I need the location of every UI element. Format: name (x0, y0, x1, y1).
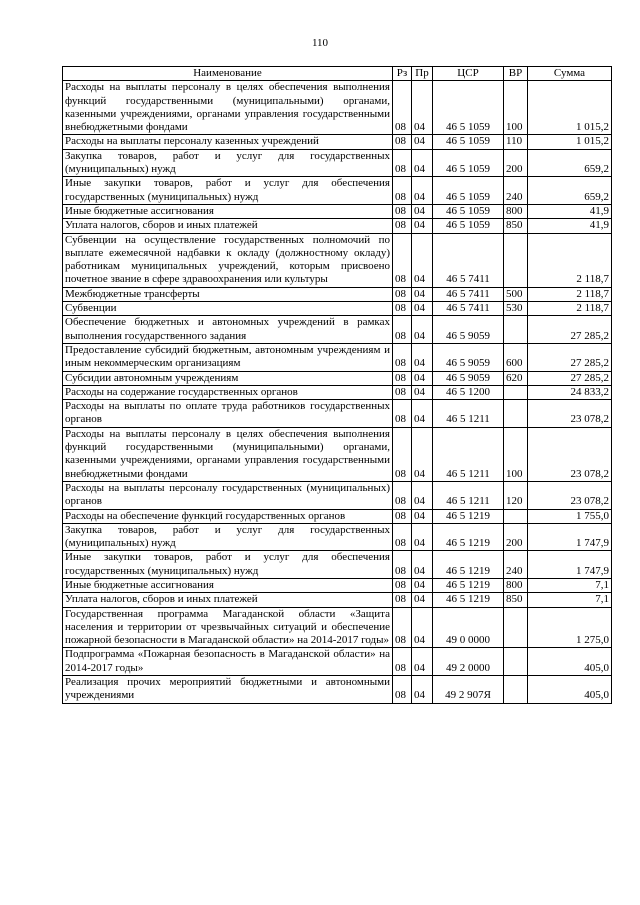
cell-rz: 08 (393, 149, 412, 177)
cell-name: Реализация прочих мероприятий бюджетными и автономными учреждениями (63, 676, 393, 704)
cell-vr (504, 233, 528, 287)
cell-csr: 46 5 1059 (433, 81, 504, 135)
cell-name: Субсидии автономным учреждениям (63, 371, 393, 385)
table-row (63, 302, 612, 316)
table-row (63, 523, 612, 551)
cell-pr: 04 (412, 204, 433, 218)
cell-name: Расходы на содержание государственных органов (63, 385, 393, 399)
cell-rz: 08 (393, 427, 412, 481)
cell-rz: 08 (393, 551, 412, 579)
cell-name: Расходы на выплаты по оплате труда работников государственных органов (63, 400, 393, 428)
cell-vr: 100 (504, 427, 528, 481)
cell-sum: 1 015,2 (528, 135, 612, 149)
table-body (63, 81, 612, 703)
cell-csr: 46 5 7411 (433, 233, 504, 287)
cell-rz: 08 (393, 287, 412, 301)
table-row (63, 343, 612, 371)
cell-pr: 04 (412, 385, 433, 399)
cell-sum: 23 078,2 (528, 481, 612, 509)
cell-vr: 500 (504, 287, 528, 301)
cell-csr: 46 5 1059 (433, 204, 504, 218)
cell-name: Закупка товаров, работ и услуг для государственных (муниципальных) нужд (63, 523, 393, 551)
cell-name: Иные бюджетные ассигнования (63, 204, 393, 218)
cell-vr (504, 400, 528, 428)
cell-csr: 49 2 907Я (433, 676, 504, 704)
column-header-name: Наименование (63, 67, 393, 81)
cell-vr: 200 (504, 523, 528, 551)
cell-vr: 800 (504, 578, 528, 592)
table-row (63, 204, 612, 218)
cell-pr: 04 (412, 343, 433, 371)
cell-vr: 240 (504, 551, 528, 579)
cell-sum: 659,2 (528, 149, 612, 177)
table-row (63, 219, 612, 233)
cell-rz: 08 (393, 607, 412, 648)
cell-rz: 08 (393, 81, 412, 135)
cell-vr: 530 (504, 302, 528, 316)
cell-vr: 850 (504, 219, 528, 233)
cell-vr: 240 (504, 177, 528, 205)
cell-sum: 1 755,0 (528, 509, 612, 523)
cell-name: Иные закупки товаров, работ и услуг для обеспечения государственных (муниципальных) нужд (63, 177, 393, 205)
cell-sum: 24 833,2 (528, 385, 612, 399)
cell-rz: 08 (393, 523, 412, 551)
cell-pr: 04 (412, 81, 433, 135)
table-row (63, 551, 612, 579)
cell-csr: 46 5 7411 (433, 287, 504, 301)
cell-name: Предоставление субсидий бюджетным, автономным учреждениям и иным некоммерческим организациям (63, 343, 393, 371)
table-row (63, 593, 612, 607)
cell-name: Расходы на выплаты персоналу государственных (муниципальных) органов (63, 481, 393, 509)
cell-vr: 100 (504, 81, 528, 135)
cell-pr: 04 (412, 400, 433, 428)
cell-name: Иные бюджетные ассигнования (63, 578, 393, 592)
table-row (63, 287, 612, 301)
cell-sum: 2 118,7 (528, 233, 612, 287)
cell-name: Расходы на выплаты персоналу казенных учреждений (63, 135, 393, 149)
cell-name: Расходы на выплаты персоналу в целях обеспечения выполнения функций государственными (муниципальными) органами, казенными учреждениями, органами управления государственными внебюджетными фондами (63, 427, 393, 481)
cell-name: Субвенции (63, 302, 393, 316)
cell-csr: 46 5 7411 (433, 302, 504, 316)
cell-sum: 2 118,7 (528, 287, 612, 301)
cell-csr: 46 5 9059 (433, 371, 504, 385)
table-row (63, 149, 612, 177)
cell-csr: 46 5 1059 (433, 219, 504, 233)
cell-rz: 08 (393, 385, 412, 399)
cell-vr (504, 316, 528, 344)
cell-sum: 27 285,2 (528, 343, 612, 371)
cell-pr: 04 (412, 219, 433, 233)
cell-rz: 08 (393, 204, 412, 218)
table-row (63, 481, 612, 509)
cell-name: Закупка товаров, работ и услуг для государственных (муниципальных) нужд (63, 149, 393, 177)
cell-rz: 08 (393, 233, 412, 287)
cell-name: Иные закупки товаров, работ и услуг для обеспечения государственных (муниципальных) нужд (63, 551, 393, 579)
cell-sum: 1 015,2 (528, 81, 612, 135)
cell-pr: 04 (412, 233, 433, 287)
table-row (63, 177, 612, 205)
page-number: 110 (311, 37, 329, 49)
cell-csr: 46 5 1059 (433, 135, 504, 149)
table-row (63, 316, 612, 344)
cell-pr: 04 (412, 302, 433, 316)
cell-csr: 46 5 1211 (433, 481, 504, 509)
cell-csr: 49 2 0000 (433, 648, 504, 676)
cell-sum: 1 275,0 (528, 607, 612, 648)
budget-table (62, 66, 612, 704)
cell-csr: 46 5 1211 (433, 400, 504, 428)
cell-name: Обеспечение бюджетных и автономных учреждений в рамках выполнения государственного задания (63, 316, 393, 344)
column-header-csr: ЦСР (433, 67, 504, 81)
cell-rz: 08 (393, 177, 412, 205)
cell-rz: 08 (393, 676, 412, 704)
cell-name: Подпрограмма «Пожарная безопасность в Магаданской области» на 2014-2017 годы» (63, 648, 393, 676)
cell-pr: 04 (412, 523, 433, 551)
cell-sum: 2 118,7 (528, 302, 612, 316)
cell-csr: 46 5 1200 (433, 385, 504, 399)
cell-pr: 04 (412, 177, 433, 205)
cell-csr: 46 5 1059 (433, 177, 504, 205)
cell-csr: 46 5 1211 (433, 427, 504, 481)
cell-sum: 27 285,2 (528, 371, 612, 385)
cell-pr: 04 (412, 676, 433, 704)
cell-csr: 46 5 1219 (433, 593, 504, 607)
cell-vr (504, 676, 528, 704)
cell-vr (504, 509, 528, 523)
cell-rz: 08 (393, 371, 412, 385)
cell-sum: 405,0 (528, 648, 612, 676)
cell-name: Расходы на выплаты персоналу в целях обеспечения выполнения функций государственными (муниципальными) органами, казенными учреждениями, органами управления государственными внебюджетными фондами (63, 81, 393, 135)
cell-csr: 49 0 0000 (433, 607, 504, 648)
cell-sum: 23 078,2 (528, 427, 612, 481)
cell-sum: 405,0 (528, 676, 612, 704)
cell-rz: 08 (393, 648, 412, 676)
cell-pr: 04 (412, 578, 433, 592)
cell-name: Уплата налогов, сборов и иных платежей (63, 219, 393, 233)
cell-pr: 04 (412, 509, 433, 523)
cell-sum: 41,9 (528, 204, 612, 218)
column-header-rz: Рз (393, 67, 412, 81)
table-row (63, 135, 612, 149)
cell-csr: 46 5 1219 (433, 578, 504, 592)
cell-pr: 04 (412, 316, 433, 344)
cell-name: Расходы на обеспечение функций государственных органов (63, 509, 393, 523)
cell-name: Уплата налогов, сборов и иных платежей (63, 593, 393, 607)
column-header-pr: Пр (412, 67, 433, 81)
cell-vr: 200 (504, 149, 528, 177)
cell-csr: 46 5 9059 (433, 343, 504, 371)
cell-rz: 08 (393, 481, 412, 509)
cell-vr: 600 (504, 343, 528, 371)
cell-vr: 620 (504, 371, 528, 385)
table-row (63, 81, 612, 135)
cell-pr: 04 (412, 648, 433, 676)
cell-sum: 7,1 (528, 593, 612, 607)
cell-rz: 08 (393, 219, 412, 233)
cell-pr: 04 (412, 371, 433, 385)
cell-vr (504, 607, 528, 648)
cell-sum: 23 078,2 (528, 400, 612, 428)
cell-sum: 41,9 (528, 219, 612, 233)
table-row (63, 676, 612, 704)
cell-csr: 46 5 1219 (433, 509, 504, 523)
cell-rz: 08 (393, 400, 412, 428)
column-header-vr: ВР (504, 67, 528, 81)
cell-rz: 08 (393, 509, 412, 523)
table-row (63, 509, 612, 523)
table-header-row (63, 67, 612, 81)
cell-pr: 04 (412, 607, 433, 648)
cell-pr: 04 (412, 593, 433, 607)
cell-sum: 659,2 (528, 177, 612, 205)
column-header-sum: Сумма (528, 67, 612, 81)
cell-pr: 04 (412, 427, 433, 481)
cell-sum: 1 747,9 (528, 523, 612, 551)
cell-csr: 46 5 1059 (433, 149, 504, 177)
cell-rz: 08 (393, 578, 412, 592)
cell-csr: 46 5 1219 (433, 523, 504, 551)
cell-vr: 800 (504, 204, 528, 218)
table-row (63, 648, 612, 676)
cell-sum: 7,1 (528, 578, 612, 592)
cell-pr: 04 (412, 287, 433, 301)
table-row (63, 385, 612, 399)
cell-rz: 08 (393, 593, 412, 607)
cell-vr: 110 (504, 135, 528, 149)
cell-name: Межбюджетные трансферты (63, 287, 393, 301)
cell-vr (504, 385, 528, 399)
cell-pr: 04 (412, 551, 433, 579)
table-row (63, 578, 612, 592)
cell-rz: 08 (393, 343, 412, 371)
table-row (63, 607, 612, 648)
cell-pr: 04 (412, 135, 433, 149)
cell-rz: 08 (393, 135, 412, 149)
cell-vr: 120 (504, 481, 528, 509)
cell-pr: 04 (412, 149, 433, 177)
table-row (63, 233, 612, 287)
cell-sum: 1 747,9 (528, 551, 612, 579)
cell-name: Государственная программа Магаданской области «Защита населения и территории от чрезвычайных ситуаций и обеспечение пожарной безопасности в Магаданской области» на 2014-2017 годы» (63, 607, 393, 648)
cell-sum: 27 285,2 (528, 316, 612, 344)
cell-name: Субвенции на осуществление государственных полномочий по выплате ежемесячной надбавки к окладу (должностному окладу) работникам муниципальных учреждений, которым присвоено почетное звание в сфере здравоохранения или культуры (63, 233, 393, 287)
table-row (63, 427, 612, 481)
table-row (63, 371, 612, 385)
table-row (63, 400, 612, 428)
cell-rz: 08 (393, 302, 412, 316)
cell-pr: 04 (412, 481, 433, 509)
cell-csr: 46 5 9059 (433, 316, 504, 344)
cell-csr: 46 5 1219 (433, 551, 504, 579)
cell-vr: 850 (504, 593, 528, 607)
cell-rz: 08 (393, 316, 412, 344)
cell-vr (504, 648, 528, 676)
